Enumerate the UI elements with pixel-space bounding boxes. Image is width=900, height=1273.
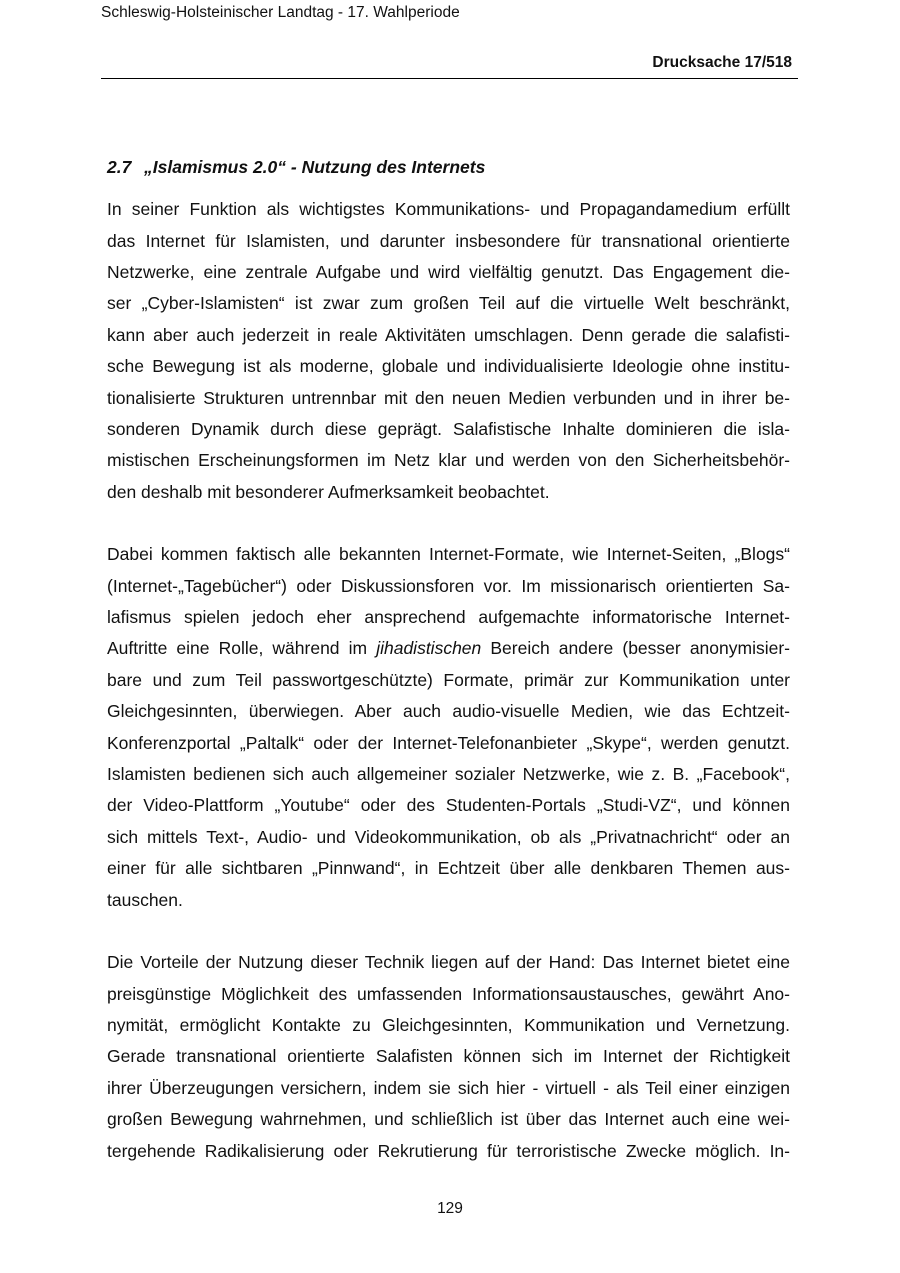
section-heading (107, 157, 485, 178)
paragraph-line: mistischen Erscheinungsformen im Netz klar und werden von den Sicherheitsbehör- (107, 450, 790, 470)
paragraph-line: Gleichgesinnten, überwiegen. Aber auch audio-visuelle Medien, wie das Echtzeit- (107, 701, 790, 721)
paragraph-line (107, 637, 790, 659)
section-title: „Islamismus 2.0“ - Nutzung des Internets (144, 157, 486, 177)
emphasized-term: jihadistischen (376, 638, 482, 658)
paragraph-line: Dabei kommen faktisch alle bekannten Internet-Formate, wie Internet-Seiten, „Blogs“ (107, 544, 790, 564)
paragraph-line: Die Vorteile der Nutzung dieser Technik liegen auf der Hand: Das Internet bietet eine (107, 952, 790, 972)
header-title: Schleswig-Holsteinischer Landtag - 17. Wahlperiode (101, 4, 460, 21)
paragraph-line: Netzwerke, eine zentrale Aufgabe und wird vielfältig genutzt. Das Engagement die- (107, 262, 790, 282)
paragraph-line: bare und zum Teil passwortgeschützte) Formate, primär zur Kommunikation unter (107, 670, 790, 690)
page-number: 129 (437, 1200, 463, 1217)
line-text: Auftritte eine Rolle, während im (107, 638, 377, 658)
paragraph-line: sich mittels Text-, Audio- und Videokommunikation, ob als „Privatnachricht“ oder an (107, 827, 790, 847)
paragraph-line: tergehende Radikalisierung oder Rekrutierung für terroristische Zwecke möglich. In- (107, 1141, 790, 1161)
paragraph-line: sche Bewegung ist als moderne, globale und individualisierte Ideologie ohne institu- (107, 356, 790, 376)
paragraph-line: ihrer Überzeugungen versichern, indem sie sich hier - virtuell - als Teil einer einzigen (107, 1078, 790, 1098)
paragraph-line: das Internet für Islamisten, und darunter insbesondere für transnational orientierte (107, 231, 790, 251)
paragraph-line: tauschen. (107, 890, 183, 910)
paragraph-line: großen Bewegung wahrnehmen, und schließlich ist über das Internet auch eine wei- (107, 1109, 790, 1129)
paragraph-line: der Video-Plattform „Youtube“ oder des Studenten-Portals „Studi-VZ“, und können (107, 795, 790, 815)
paragraph-line: kann aber auch jederzeit in reale Aktivitäten umschlagen. Denn gerade die salafisti- (107, 325, 790, 345)
paragraph-line: den deshalb mit besonderer Aufmerksamkeit beobachtet. (107, 482, 550, 502)
paragraph-line: preisgünstige Möglichkeit des umfassenden Informationsaustausches, gewährt Ano- (107, 984, 790, 1004)
paragraph-line: In seiner Funktion als wichtigstes Kommunikations- und Propagandamedium erfüllt (107, 199, 790, 219)
paragraph-line: nymität, ermöglicht Kontakte zu Gleichgesinnten, Kommunikation und Vernetzung. (107, 1015, 790, 1035)
section-number: 2.7 (107, 157, 132, 177)
line-text: Bereich andere (besser anonymisier- (481, 638, 790, 658)
paragraph-line: einer für alle sichtbaren „Pinnwand“, in Echtzeit über alle denkbaren Themen aus- (107, 858, 790, 878)
paragraph-line: sonderen Dynamik durch diese geprägt. Salafistische Inhalte dominieren die isla- (107, 419, 790, 439)
paragraph-line: ser „Cyber-Islamisten“ ist zwar zum großen Teil auf die virtuelle Welt beschränkt, (107, 293, 790, 313)
paragraph-line: lafismus spielen jedoch eher ansprechend aufgemachte informatorische Internet- (107, 607, 790, 627)
paragraph-line: Gerade transnational orientierte Salafisten können sich im Internet der Richtigkeit (107, 1046, 790, 1066)
paragraph-line: Konferenzportal „Paltalk“ oder der Internet-Telefonanbieter „Skype“, werden genutzt. (107, 733, 790, 753)
paragraph-line: tionalisierte Strukturen untrennbar mit den neuen Medien verbunden und in ihrer be- (107, 388, 790, 408)
paragraph-line: (Internet-„Tagebücher“) oder Diskussionsforen vor. Im missionarisch orientierten Sa- (107, 576, 790, 596)
document-number: Drucksache 17/518 (652, 54, 792, 71)
paragraph-line: Islamisten bedienen sich auch allgemeiner sozialer Netzwerke, wie z. B. „Facebook“, (107, 764, 790, 784)
